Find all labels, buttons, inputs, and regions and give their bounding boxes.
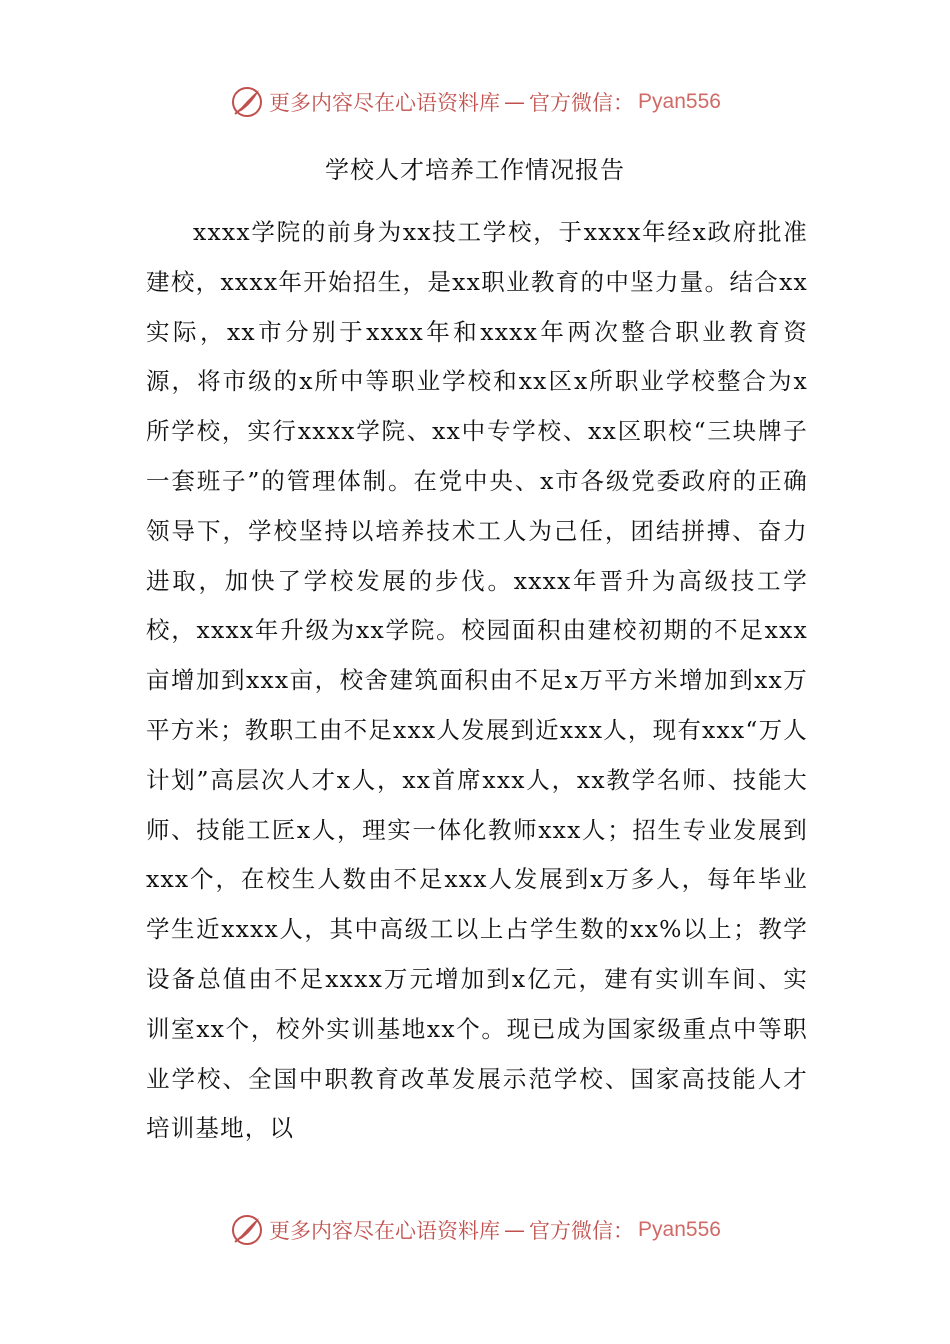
document-body-paragraph: xxxx学院的前身为xx技工学校，于xxxx年经x政府批准建校，xxxx年开始招生，是xx职业教育的中坚力量。结合xx实际，xx市分别于xxxx年和xxxx年两次整合职业教育资源，将市级的x所中等职业学校和xx区x所职业学校整合为x所学校，实行xxxx学院、xx中专学校、xx区职校“三块牌子一套班子”的管理体制。在党中央、x市各级党委政府的正确领导下，学校坚持以培养技术工人为己任，团结拼搏、奋力进取，加快了学校发展的步伐。xxxx年晋升为高级技工学校，xxxx年升级为xx学院。校园面积由建校初期的不足xxx亩增加到xxx亩，校舍建筑面积由不足x万平方米增加到xx万平方米；教职工由不足xxx人发展到近xxx人，现有xxx“万人计划”高层次人才x人，xx首席xxx人，xx教学名师、技能大师、技能工匠x人，理实一体化教师xxx人；招生专业发展到xxx个，在校生人数由不足xxx人发展到x万多人，每年毕业学生近xxxx人，其中高级工以上占学生数的xx%以上；教学设备总值由不足xxxx万元增加到x亿元，建有实训车间、实训室xx个，校外实训基地xx个。现已成为国家级重点中等职业学校、全国中职教育改革发展示范学校、国家高技能人才培训基地，以 [146, 218, 808, 1143]
watermark-wechat-label: 官方微信： [529, 1219, 635, 1243]
header-watermark [0, 80, 950, 124]
watermark-wechat-id: Pyan556 [638, 1218, 721, 1241]
watermark-wechat-label: 官方微信： [529, 91, 635, 115]
footer-watermark [0, 1208, 950, 1252]
quill-logo-icon [229, 1212, 265, 1248]
document-title: 学校人才培养工作情况报告 [325, 156, 625, 184]
watermark-wechat-id: Pyan556 [638, 90, 721, 113]
watermark-separator: — [504, 1218, 526, 1242]
watermark-site-text: 更多内容尽在心语资料库 [269, 1219, 501, 1243]
watermark-separator: — [504, 90, 526, 114]
watermark-site-text: 更多内容尽在心语资料库 [269, 91, 501, 115]
quill-logo-icon [229, 84, 265, 120]
